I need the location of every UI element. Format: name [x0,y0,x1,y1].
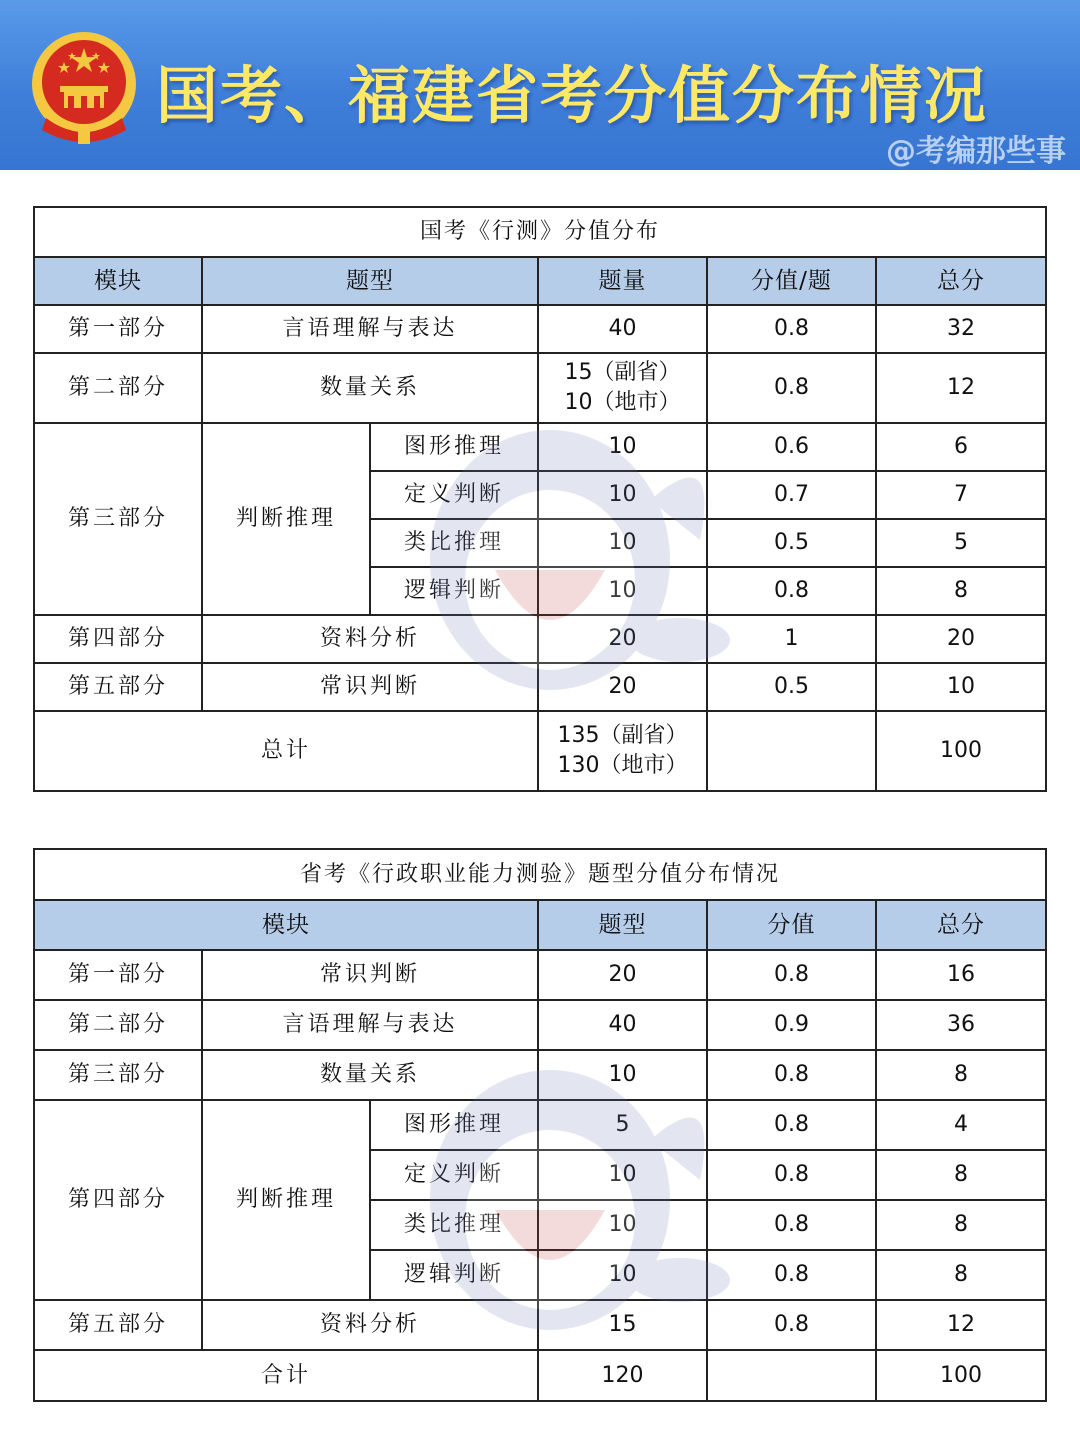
score-each-cell: 0.6 [707,423,876,471]
count-line: 130（地市） [557,753,688,778]
table-row [34,1050,1046,1100]
subtype-cell: 类比推理 [370,1200,538,1250]
total-cell: 12 [876,353,1046,423]
total-cell: 36 [876,1000,1046,1050]
table-row [34,423,1046,471]
count-cell: 10 [538,1150,707,1200]
table-caption: 国考《行测》分值分布 [34,207,1046,257]
sum-row [34,1350,1046,1401]
column-header-count: 题量 [538,257,707,305]
column-header-module: 模块 [34,257,202,305]
count-cell: 5 [538,1100,707,1150]
sum-total-cell: 100 [876,711,1046,791]
score-each-cell: 0.5 [707,519,876,567]
total-cell: 5 [876,519,1046,567]
count-cell: 10 [538,423,707,471]
count-cell: 40 [538,1000,707,1050]
national-exam-table [33,206,1047,792]
subtype-cell: 类比推理 [370,519,538,567]
count-line: 135（副省） [557,723,688,748]
subtype-cell: 定义判断 [370,471,538,519]
type-cell: 判断推理 [202,1100,370,1300]
table-row [34,305,1046,353]
subtype-cell: 逻辑判断 [370,1250,538,1300]
score-each-cell: 0.8 [707,950,876,1000]
subtype-cell: 逻辑判断 [370,567,538,615]
module-cell: 第五部分 [34,1300,202,1350]
score-each-cell: 0.8 [707,567,876,615]
empty-cell [707,1350,876,1401]
count-cell: 20 [538,615,707,663]
total-cell: 7 [876,471,1046,519]
total-cell: 20 [876,615,1046,663]
sum-label: 合计 [34,1350,538,1401]
count-cell: 20 [538,663,707,711]
sum-count-cell [538,711,707,791]
table-caption: 省考《行政职业能力测验》题型分值分布情况 [34,849,1046,900]
table-row [34,1100,1046,1150]
author-handle: @考编那些事 [886,134,1066,169]
score-each-cell: 0.9 [707,1000,876,1050]
score-each-cell: 0.8 [707,1150,876,1200]
type-cell: 数量关系 [202,1050,538,1100]
subtype-cell: 图形推理 [370,1100,538,1150]
score-each-cell: 0.8 [707,1100,876,1150]
table-row [34,950,1046,1000]
count-cell: 40 [538,305,707,353]
total-cell: 8 [876,1050,1046,1100]
empty-cell [707,711,876,791]
provincial-exam-table [33,848,1047,1402]
sum-count-cell: 120 [538,1350,707,1401]
total-cell: 10 [876,663,1046,711]
count-line: 10（地市） [564,390,681,415]
column-header-module: 模块 [34,900,538,950]
table-row [34,353,1046,423]
score-each-cell: 0.5 [707,663,876,711]
module-cell: 第一部分 [34,305,202,353]
type-cell: 常识判断 [202,663,538,711]
total-cell: 16 [876,950,1046,1000]
total-cell: 4 [876,1100,1046,1150]
module-cell: 第四部分 [34,1100,202,1300]
score-each-cell: 0.8 [707,1300,876,1350]
score-each-cell: 0.8 [707,1250,876,1300]
score-each-cell: 0.8 [707,353,876,423]
type-cell: 资料分析 [202,615,538,663]
count-cell: 10 [538,567,707,615]
total-cell: 8 [876,1200,1046,1250]
count-cell: 10 [538,1050,707,1100]
column-header-type: 题型 [202,257,538,305]
module-cell: 第一部分 [34,950,202,1000]
type-cell: 判断推理 [202,423,370,615]
module-cell: 第三部分 [34,423,202,615]
page-title: 国考、福建省考分值分布情况 [156,59,989,132]
module-cell: 第三部分 [34,1050,202,1100]
score-each-cell: 0.8 [707,1200,876,1250]
score-each-cell: 0.7 [707,471,876,519]
total-cell: 8 [876,1150,1046,1200]
module-cell: 第四部分 [34,615,202,663]
count-cell: 20 [538,950,707,1000]
column-header-score-each: 分值/题 [707,257,876,305]
total-cell: 8 [876,1250,1046,1300]
sum-row [34,711,1046,791]
subtype-cell: 定义判断 [370,1150,538,1200]
count-line: 15（副省） [564,360,681,385]
score-each-cell: 0.8 [707,1050,876,1100]
table-row [34,1000,1046,1050]
total-cell: 32 [876,305,1046,353]
count-cell: 10 [538,519,707,567]
count-cell: 15 [538,1300,707,1350]
type-cell: 言语理解与表达 [202,305,538,353]
count-cell: 10 [538,1200,707,1250]
score-each-cell: 1 [707,615,876,663]
module-cell: 第二部分 [34,1000,202,1050]
module-cell: 第二部分 [34,353,202,423]
column-header-total: 总分 [876,900,1046,950]
table-row [34,1300,1046,1350]
national-emblem-icon [30,30,138,146]
total-cell: 6 [876,423,1046,471]
total-cell: 8 [876,567,1046,615]
table-row [34,663,1046,711]
table-row [34,615,1046,663]
column-header-type: 题型 [538,900,707,950]
count-cell [538,353,707,423]
module-cell: 第五部分 [34,663,202,711]
count-cell: 10 [538,1250,707,1300]
column-header-score: 分值 [707,900,876,950]
column-header-total: 总分 [876,257,1046,305]
score-each-cell: 0.8 [707,305,876,353]
sum-total-cell: 100 [876,1350,1046,1401]
type-cell: 资料分析 [202,1300,538,1350]
count-cell: 10 [538,471,707,519]
subtype-cell: 图形推理 [370,423,538,471]
type-cell: 常识判断 [202,950,538,1000]
type-cell: 言语理解与表达 [202,1000,538,1050]
sum-label: 总计 [34,711,538,791]
header-banner [0,0,1080,170]
type-cell: 数量关系 [202,353,538,423]
total-cell: 12 [876,1300,1046,1350]
